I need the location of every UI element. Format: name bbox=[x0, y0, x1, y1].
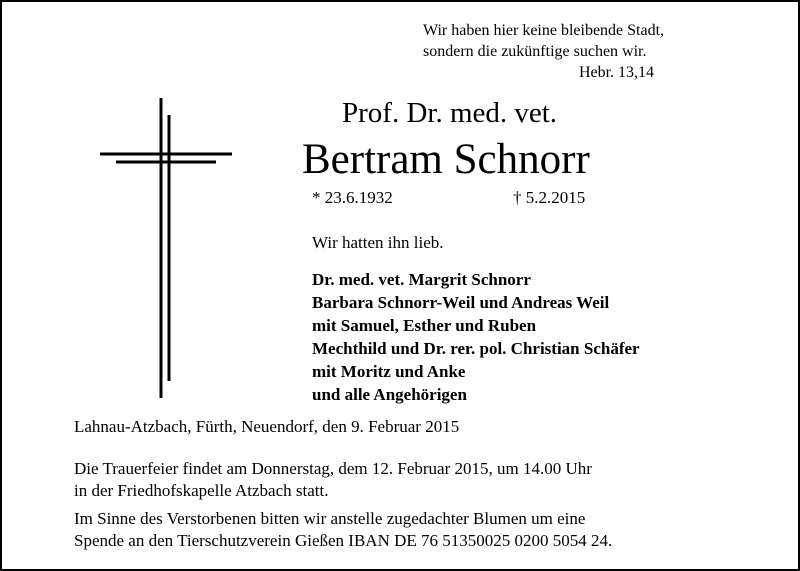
bible-verse bbox=[423, 20, 664, 83]
mourner-line: und alle Angehörigen bbox=[312, 385, 467, 404]
donation-notice-line-2: Spende an den Tierschutzverein Gießen IBAN DE 76 51350025 0200 5054 24. bbox=[74, 531, 613, 550]
mourner-line: Barbara Schnorr-Weil und Andreas Weil bbox=[312, 293, 610, 312]
cross-icon bbox=[96, 98, 236, 398]
funeral-notice bbox=[74, 458, 592, 502]
donation-notice bbox=[74, 508, 612, 552]
mourner-line: Dr. med. vet. Margrit Schnorr bbox=[312, 270, 531, 289]
donation-notice-line-1: Im Sinne des Verstorbenen bitten wir anstelle zugedachter Blumen um eine bbox=[74, 509, 586, 528]
mourner-line: Mechthild und Dr. rer. pol. Christian Schäfer bbox=[312, 339, 640, 358]
death-date: † 5.2.2015 bbox=[513, 188, 586, 207]
loved-line: Wir hatten ihn lieb. bbox=[312, 233, 444, 252]
verse-reference: Hebr. 13,14 bbox=[578, 64, 655, 81]
deceased-name: Bertram Schnorr bbox=[302, 136, 590, 183]
verse-line-1: Wir haben hier keine bleibende Stadt, bbox=[423, 22, 665, 39]
mourners-list bbox=[312, 268, 640, 406]
place-date: Lahnau-Atzbach, Fürth, Neuendorf, den 9. Februar 2015 bbox=[74, 417, 460, 436]
funeral-notice-line-1: Die Trauerfeier findet am Donnerstag, dem 12. Februar 2015, um 14.00 Uhr bbox=[74, 459, 592, 478]
verse-line-2: sondern die zukünftige suchen wir. bbox=[423, 43, 647, 60]
birth-date: * 23.6.1932 bbox=[312, 188, 393, 207]
mourner-line: mit Samuel, Esther und Ruben bbox=[312, 316, 537, 335]
deceased-title: Prof. Dr. med. vet. bbox=[342, 97, 558, 129]
mourner-line: mit Moritz und Anke bbox=[312, 362, 466, 381]
funeral-notice-line-2: in der Friedhofskapelle Atzbach statt. bbox=[74, 481, 329, 500]
